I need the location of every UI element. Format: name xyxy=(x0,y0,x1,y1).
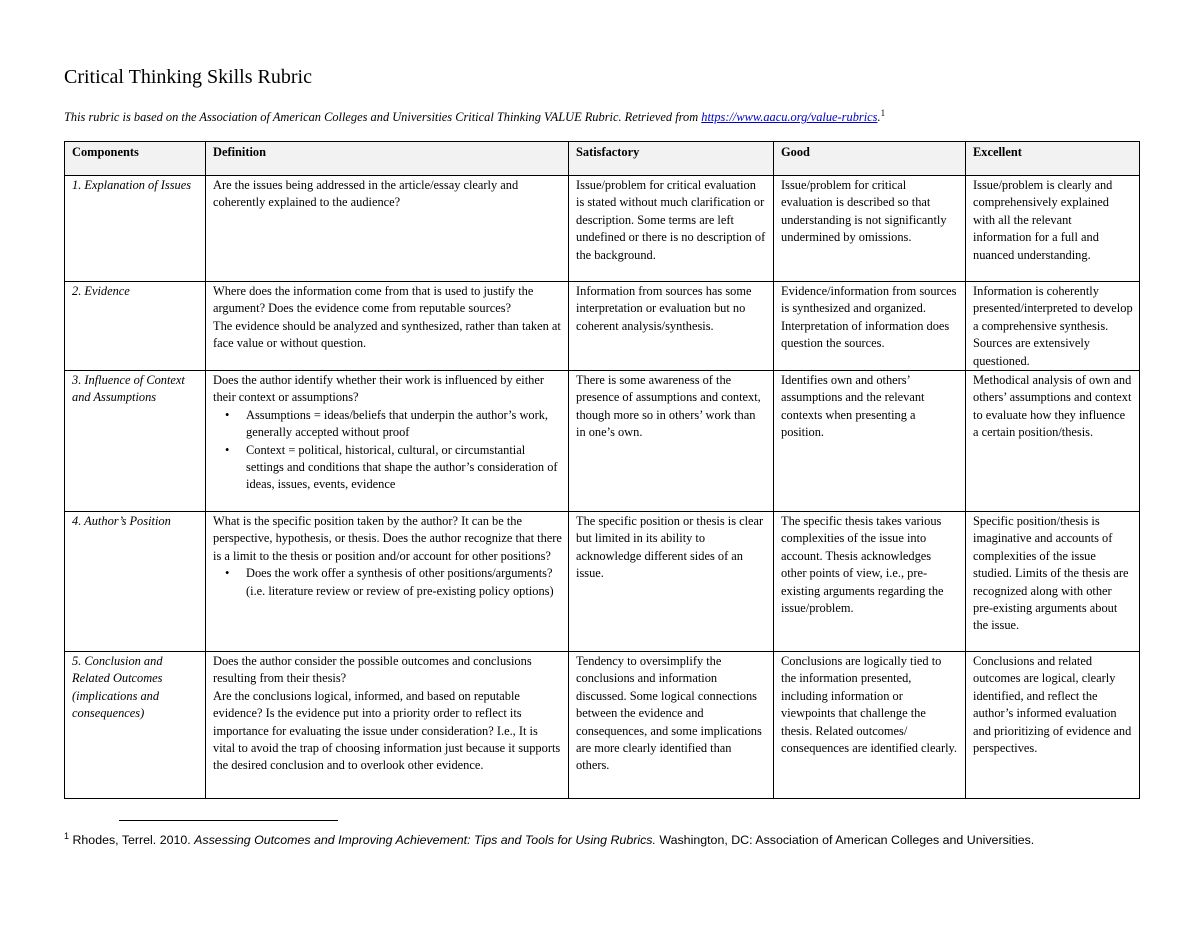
source-note-text: This rubric is based on the Association of American Colleges and Universities Critical Thinking VALUE Rubric. Retrieved from xyxy=(64,110,702,125)
footnote-divider xyxy=(119,820,338,821)
footnote xyxy=(64,828,1084,850)
bullet-text: Does the work offer a synthesis of other positions/arguments? (i.e. literature review or review of pre-existing policy options) xyxy=(246,566,554,598)
footnote-book-title: Assessing Outcomes and Improving Achievement: Tips and Tools for Using Rubrics. xyxy=(194,833,656,848)
satisfactory-cell: Tendency to oversimplify the conclusions and information discussed. Some logical connections between the evidence and consequences, and some implications are more clearly identified than others. xyxy=(569,652,774,799)
good-cell: The specific thesis takes various complexities of the issue into account. Thesis acknowledges other points of view, i.e., pre-existing arguments regarding the issue/problem. xyxy=(774,512,966,652)
excellent-cell: Methodical analysis of own and others’ assumptions and context to evaluate how they influence a certain position/thesis. xyxy=(966,371,1140,512)
header-components: Components xyxy=(65,142,206,176)
definition-text: Where does the information come from that is used to justify the argument? Does the evidence come from reputable sources? xyxy=(213,284,534,316)
definition-cell xyxy=(206,652,569,799)
source-note-period: . xyxy=(877,110,881,125)
bullet-text: Context = political, historical, cultural, or circumstantial settings and conditions that shape the author’s consideration of ideas, issues, events, evidence xyxy=(246,442,558,492)
good-cell: Identifies own and others’ assumptions and the relevant contexts when presenting a position. xyxy=(774,371,966,512)
rubric-source-note xyxy=(64,108,885,125)
bullet-icon: • xyxy=(225,566,230,581)
definition-bullet-list xyxy=(213,565,562,600)
table-row xyxy=(65,282,1140,371)
list-item xyxy=(225,442,562,494)
footnote-author: Rhodes, Terrel. 2010. xyxy=(69,833,195,848)
header-row xyxy=(65,142,1140,176)
definition-text: Does the author consider the possible outcomes and conclusions resulting from their thesis? xyxy=(213,654,532,686)
definition-cell xyxy=(206,512,569,652)
component-cell: 4. Author’s Position xyxy=(65,512,206,652)
definition-text: Does the author identify whether their work is influenced by either their context or assumptions? xyxy=(213,373,545,405)
list-item xyxy=(225,407,562,442)
definition-cell xyxy=(206,282,569,371)
satisfactory-cell: Issue/problem for critical evaluation is stated without much clarification or description. Some terms are left undefined or there is no description of the background. xyxy=(569,176,774,282)
bullet-text: Assumptions = ideas/beliefs that underpin the author’s work, generally accepted without proof xyxy=(246,407,549,440)
excellent-cell: Information is coherently presented/interpreted to develop a comprehensive synthesis. Sources are extensively questioned. xyxy=(966,282,1140,371)
header-excellent: Excellent xyxy=(966,142,1140,176)
rubric-body xyxy=(65,176,1140,799)
bullet-icon: • xyxy=(225,407,230,422)
table-row xyxy=(65,371,1140,512)
footnote-reference: 1 xyxy=(880,108,886,118)
definition-text: The evidence should be analyzed and synthesized, rather than taken at face value or without question. xyxy=(213,318,561,351)
excellent-cell: Specific position/thesis is imaginative and accounts of complexities of the issue studied. Limits of the thesis are recognized along with other pre-existing arguments about the issue. xyxy=(966,512,1140,652)
component-cell: 2. Evidence xyxy=(65,282,206,371)
header-satisfactory: Satisfactory xyxy=(569,142,774,176)
definition-cell xyxy=(206,176,569,282)
satisfactory-cell: Information from sources has some interpretation or evaluation but no coherent analysis/synthesis. xyxy=(569,282,774,371)
table-row xyxy=(65,512,1140,652)
header-definition: Definition xyxy=(206,142,569,176)
component-cell: 5. Conclusion and Related Outcomes (implications and consequences) xyxy=(65,652,206,799)
excellent-cell: Conclusions and related outcomes are logical, clearly identified, and reflect the author’s informed evaluation and prioritizing of evidence and perspectives. xyxy=(966,652,1140,799)
satisfactory-cell: The specific position or thesis is clear but limited in its ability to acknowledge different sides of an issue. xyxy=(569,512,774,652)
good-cell: Evidence/information from sources is synthesized and organized. Interpretation of information does question the sources. xyxy=(774,282,966,371)
rubric-table xyxy=(64,141,1140,799)
definition-bullet-list xyxy=(213,407,562,494)
source-link[interactable]: https://www.aacu.org/value-rubrics xyxy=(701,110,878,125)
good-cell: Conclusions are logically tied to the information presented, including information or viewpoints that challenge the thesis. Related outcomes/ consequences are identified clearly. xyxy=(774,652,966,799)
definition-text: What is the specific position taken by the author? It can be the perspective, hypothesis, or thesis. Does the author recognize that there is a limit to the thesis or position and/or account for other positions? xyxy=(213,514,562,563)
good-cell: Issue/problem for critical evaluation is described so that understanding is not significantly undermined by omissions. xyxy=(774,176,966,282)
definition-text: Are the issues being addressed in the article/essay clearly and coherently explained to the audience? xyxy=(213,178,519,210)
definition-cell xyxy=(206,371,569,512)
table-row xyxy=(65,176,1140,282)
bullet-icon: • xyxy=(225,442,230,457)
component-cell: 1. Explanation of Issues xyxy=(65,176,206,282)
footnote-publisher: Washington, DC: Association of American Colleges and Universities. xyxy=(655,833,1035,848)
footnote-marker: 1 xyxy=(64,831,70,841)
page-title: Critical Thinking Skills Rubric xyxy=(64,66,312,88)
header-good: Good xyxy=(774,142,966,176)
excellent-cell: Issue/problem is clearly and comprehensively explained with all the relevant information for a full and nuanced understanding. xyxy=(966,176,1140,282)
list-item xyxy=(225,565,562,600)
satisfactory-cell: There is some awareness of the presence of assumptions and context, though more so in others’ work than in one’s own. xyxy=(569,371,774,512)
definition-text: Are the conclusions logical, informed, and based on reputable evidence? Is the evidence put into a priority order to reflect its importance for evaluating the issue under consideration? I.e., It is vital to avoid the trap of choosing information just because it supports the desired conclusion and to overlook other evidence. xyxy=(213,688,561,773)
component-cell: 3. Influence of Context and Assumptions xyxy=(65,371,206,512)
table-row xyxy=(65,652,1140,799)
